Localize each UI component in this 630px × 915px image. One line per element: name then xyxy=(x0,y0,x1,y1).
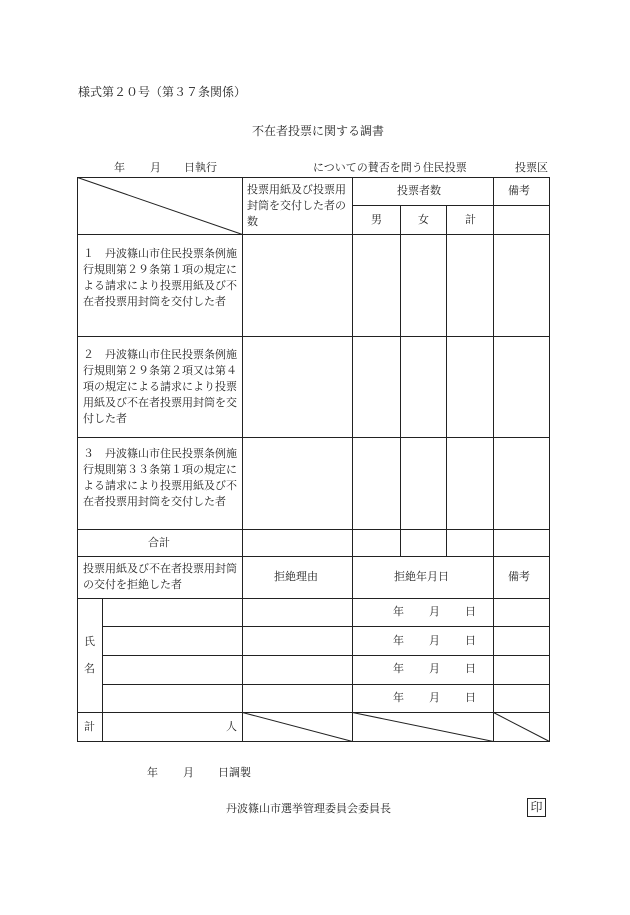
header-diagonal xyxy=(78,178,243,235)
refusal-date-year: 年 xyxy=(393,691,404,704)
total-reason-diagonal xyxy=(243,713,353,742)
name-label-2: 名 xyxy=(84,662,95,675)
col-date-header: 拒絶年月日 xyxy=(394,570,449,583)
col-refused-header: 投票用紙及び不在者投票用封筒の交付を拒絶した者 xyxy=(83,562,237,591)
row-2-label: ２ 丹波篠山市住民投票条例施行規則第２９条第２項又は第４項の規定による請求により投票用紙及び不在者投票用封筒を交付した者 xyxy=(83,348,237,425)
col-voters-header: 投票者数 xyxy=(397,184,441,197)
footer-year: 年 xyxy=(147,766,158,779)
col-male-header: 男 xyxy=(371,213,382,226)
form-title: 不在者投票に関する調書 xyxy=(252,124,385,138)
col-total-header: 計 xyxy=(465,213,476,226)
refused-total-unit: 人 xyxy=(226,720,237,733)
refusal-date-day: 日 xyxy=(465,662,476,675)
refusal-date-year: 年 xyxy=(393,634,404,647)
col-remarks2-header: 備考 xyxy=(508,570,530,583)
refusal-date-year: 年 xyxy=(393,605,404,618)
refusal-date-day: 日 xyxy=(465,691,476,704)
refused-total-label: 計 xyxy=(84,720,95,733)
footer-day-prepared: 日調製 xyxy=(218,766,251,779)
total-remarks-diagonal xyxy=(494,713,550,742)
refusal-date-month: 月 xyxy=(429,634,440,647)
signatory-title: 丹波篠山市選挙管理委員会委員長 xyxy=(226,802,391,815)
row-3-label: ３ 丹波篠山市住民投票条例施行規則第３３条第１項の規定による請求により投票用紙及び不在者投票用封筒を交付した者 xyxy=(83,447,237,508)
name-label-1: 氏 xyxy=(84,635,95,648)
col-female-header: 女 xyxy=(418,213,429,226)
header-year: 年 xyxy=(114,161,125,174)
refusal-date-month: 月 xyxy=(429,605,440,618)
footer-month: 月 xyxy=(183,766,194,779)
refusal-date-year: 年 xyxy=(393,662,404,675)
header-month: 月 xyxy=(150,161,161,174)
refusal-date-day: 日 xyxy=(465,605,476,618)
col-remarks-header: 備考 xyxy=(508,184,530,197)
seal-mark: 印 xyxy=(527,798,546,817)
total-date-diagonal xyxy=(353,713,494,742)
header-referendum: についての賛否を問う住民投票 xyxy=(313,161,467,174)
refusal-date-day: 日 xyxy=(465,634,476,647)
refusal-date-month: 月 xyxy=(429,662,440,675)
col-issued-header: 投票用紙及び投票用封筒を交付した者の数 xyxy=(247,183,346,228)
header-day-held: 日執行 xyxy=(184,161,217,174)
col-reason-header: 拒絶理由 xyxy=(274,570,318,583)
form-number: 様式第２０号（第３７条関係） xyxy=(78,85,247,99)
header-district: 投票区 xyxy=(515,161,548,174)
refusal-date-month: 月 xyxy=(429,691,440,704)
subtotal-label: 合計 xyxy=(148,536,170,549)
row-1-label: １ 丹波篠山市住民投票条例施行規則第２９条第１項の規定による請求により投票用紙及び不在者投票用封筒を交付した者 xyxy=(83,247,237,308)
